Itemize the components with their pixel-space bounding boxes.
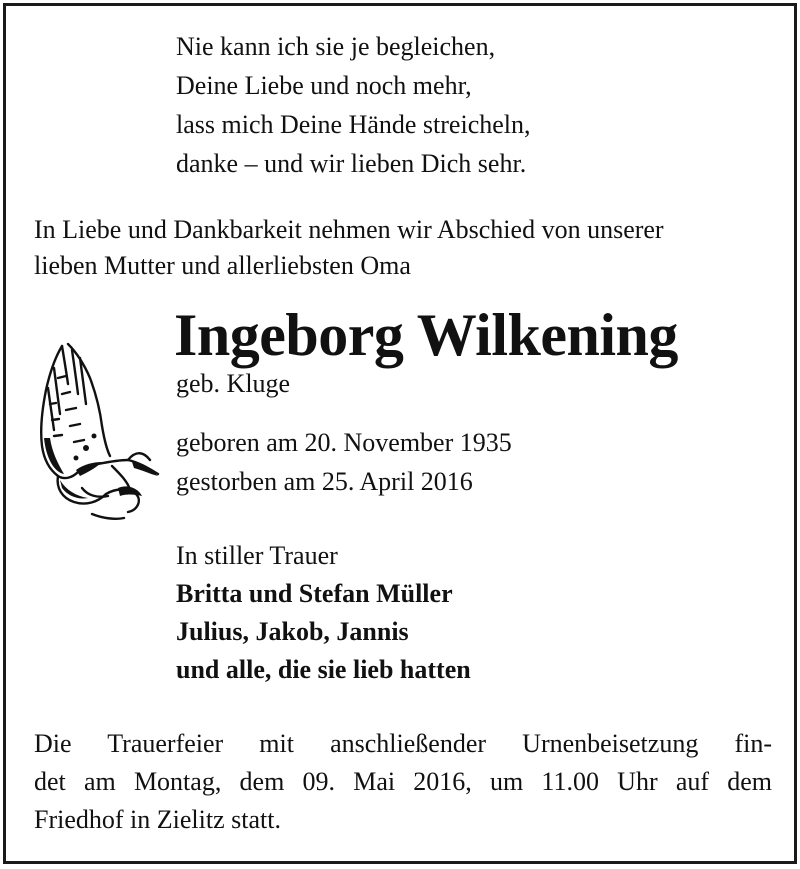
- service-line: Die Trauerfeier mit anschließender Urnenbeisetzung fin-: [34, 729, 772, 758]
- poem-line: Deine Liebe und noch mehr,: [176, 71, 472, 100]
- service-line: Friedhof in Zielitz statt.: [34, 805, 281, 834]
- intro-line: In Liebe und Dankbarkeit nehmen wir Abschied von unserer: [34, 215, 664, 244]
- service-line: det am Montag, dem 09. Mai 2016, um 11.00 Uhr auf dem: [34, 767, 772, 796]
- poem-line: danke – und wir lieben Dich sehr.: [176, 149, 527, 178]
- intro-text: [34, 212, 774, 284]
- poem-line: Nie kann ich sie je begleichen,: [176, 32, 496, 61]
- funeral-service-info: [34, 725, 772, 839]
- praying-hands-icon: [32, 338, 164, 529]
- deceased-name: Ingeborg Wilkening: [174, 302, 678, 368]
- poem-line: lass mich Deine Hände streicheln,: [176, 110, 531, 139]
- life-dates: [176, 423, 512, 501]
- mourners: [176, 537, 471, 689]
- mourner-name: und alle, die sie lieb hatten: [176, 655, 471, 684]
- mourner-name: Britta und Stefan Müller: [176, 579, 453, 608]
- mourner-name: Julius, Jakob, Jannis: [176, 617, 409, 646]
- mourners-heading: In stiller Trauer: [176, 541, 338, 570]
- death-date: gestorben am 25. April 2016: [176, 467, 473, 496]
- maiden-name: geb. Kluge: [176, 369, 291, 398]
- intro-line: lieben Mutter und allerliebsten Oma: [34, 251, 411, 280]
- birth-date: geboren am 20. November 1935: [176, 428, 512, 457]
- poem: [176, 27, 531, 183]
